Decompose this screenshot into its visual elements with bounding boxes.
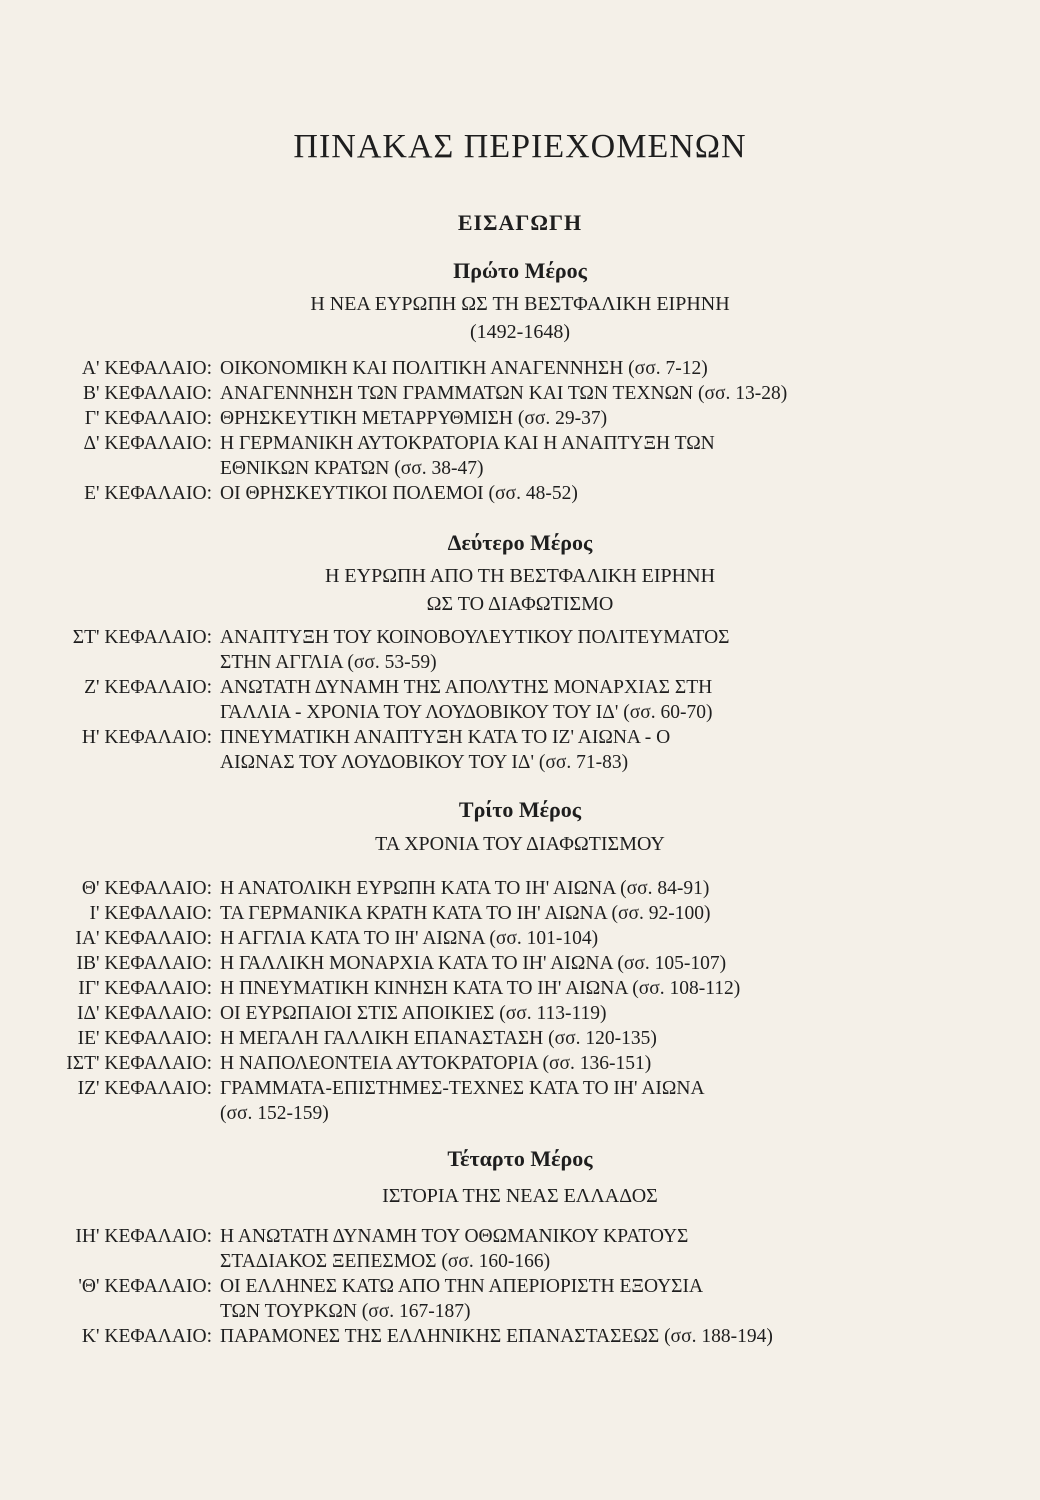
chapter-title	[220, 1224, 840, 1274]
part-2-subtitle-line: Η ΕΥΡΩΠΗ ΑΠΟ ΤΗ ΒΕΣΤΦΑΛΙΚΗ ΕΙΡΗΝΗ	[324, 565, 716, 587]
chapter-entry[interactable]	[0, 951, 1040, 976]
part-3-chapter-list	[0, 876, 1040, 1126]
chapter-label: ΙΓ' ΚΕΦΑΛΑΙΟ:	[78, 978, 212, 999]
chapter-entry[interactable]	[0, 901, 1040, 926]
part-1-subtitle-line: Η ΝΕΑ ΕΥΡΩΠΗ ΩΣ ΤΗ ΒΕΣΤΦΑΛΙΚΗ ΕΙΡΗΝΗ	[310, 293, 730, 315]
chapter-title-line: ΟΙ ΕΛΛΗΝΕΣ ΚΑΤΩ ΑΠΟ ΤΗΝ ΑΠΕΡΙΟΡΙΣΤΗ ΕΞΟΥΣΙΑ	[220, 1276, 704, 1297]
chapter-title-line: Η ΝΑΠΟΛΕΟΝΤΕΙΑ ΑΥΤΟΚΡΑΤΟΡΙΑ (σσ. 136-151)	[220, 1053, 652, 1074]
chapter-title	[220, 951, 840, 976]
chapter-title	[220, 725, 840, 775]
part-1-heading: Πρώτο Μέρος	[453, 258, 587, 283]
part-4-subtitle-line: ΙΣΤΟΡΙΑ ΤΗΣ ΝΕΑΣ ΕΛΛΑΔΟΣ	[382, 1185, 658, 1207]
part-3-heading: Τρίτο Μέρος	[458, 797, 582, 822]
chapter-label: ΙΔ' ΚΕΦΑΛΑΙΟ:	[76, 1003, 212, 1024]
chapter-title-line: ΑΝΑΠΤΥΞΗ ΤΟΥ ΚΟΙΝΟΒΟΥΛΕΥΤΙΚΟΥ ΠΟΛΙΤΕΥΜΑΤΟΣ	[220, 627, 730, 648]
chapter-label: Η' ΚΕΦΑΛΑΙΟ:	[81, 727, 212, 748]
part-4-subtitle	[0, 1182, 1040, 1210]
chapter-title-line: ΟΙ ΕΥΡΩΠΑΙΟΙ ΣΤΙΣ ΑΠΟΙΚΙΕΣ (σσ. 113-119)	[220, 1003, 607, 1024]
chapter-label: ΙΒ' ΚΕΦΑΛΑΙΟ:	[76, 953, 212, 974]
chapter-label: Ε' ΚΕΦΑΛΑΙΟ:	[84, 483, 212, 504]
chapter-title-line: ΑΝΩΤΑΤΗ ΔΥΝΑΜΗ ΤΗΣ ΑΠΟΛΥΤΗΣ ΜΟΝΑΡΧΙΑΣ ΣΤΗ	[220, 677, 713, 698]
part-1-subtitle-line: (1492-1648)	[470, 321, 570, 343]
chapter-title	[220, 876, 840, 901]
chapter-label: Α' ΚΕΦΑΛΑΙΟ:	[81, 358, 212, 379]
chapter-entry[interactable]	[0, 381, 1040, 406]
part-2-heading: Δεύτερο Μέρος	[447, 530, 593, 555]
part-4-heading: Τέταρτο Μέρος	[447, 1146, 593, 1171]
chapter-title-line: Η ΑΝΩΤΑΤΗ ΔΥΝΑΜΗ ΤΟΥ ΟΘΩΜΑΝΙΚΟΥ ΚΡΑΤΟΥΣ	[220, 1226, 689, 1247]
chapter-title-line: ΤΑ ΓΕΡΜΑΝΙΚΑ ΚΡΑΤΗ ΚΑΤΑ ΤΟ ΙΗ' ΑΙΩΝΑ (σσ. 92-100)	[220, 903, 711, 924]
chapter-title	[220, 406, 840, 431]
part-3-subtitle-line: ΤΑ ΧΡΟΝΙΑ ΤΟΥ ΔΙΑΦΩΤΙΣΜΟΥ	[375, 833, 665, 855]
chapter-title-line: Η ΑΝΑΤΟΛΙΚΗ ΕΥΡΩΠΗ ΚΑΤΑ ΤΟ ΙΗ' ΑΙΩΝΑ (σσ. 84-91)	[220, 878, 710, 899]
chapter-title-line: ΣΤΗΝ ΑΓΓΛΙΑ (σσ. 53-59)	[220, 652, 437, 673]
part-2-chapter-list	[0, 625, 1040, 775]
chapter-entry[interactable]	[0, 976, 1040, 1001]
chapter-entry[interactable]	[0, 406, 1040, 431]
chapter-entry[interactable]	[0, 1274, 1040, 1324]
part-2-subtitle-line: ΩΣ ΤΟ ΔΙΑΦΩΤΙΣΜΟ	[426, 593, 614, 615]
chapter-title	[220, 976, 840, 1001]
chapter-title	[220, 625, 840, 675]
chapter-label: Β' ΚΕΦΑΛΑΙΟ:	[82, 383, 212, 404]
chapter-title	[220, 1274, 840, 1324]
chapter-entry[interactable]	[0, 725, 1040, 775]
chapter-label: Γ' ΚΕΦΑΛΑΙΟ:	[84, 408, 212, 429]
page-title: ΠΙΝΑΚΑΣ ΠΕΡΙΕΧΟΜΕΝΩΝ	[293, 128, 747, 165]
chapter-title-line: ΠΑΡΑΜΟΝΕΣ ΤΗΣ ΕΛΛΗΝΙΚΗΣ ΕΠΑΝΑΣΤΑΣΕΩΣ (σσ. 188-194)	[220, 1326, 773, 1347]
chapter-entry[interactable]	[0, 431, 1040, 481]
chapter-title	[220, 1001, 840, 1026]
part-2-subtitle	[0, 562, 1040, 618]
chapter-title-line: Η ΜΕΓΑΛΗ ΓΑΛΛΙΚΗ ΕΠΑΝΑΣΤΑΣΗ (σσ. 120-135)	[220, 1028, 657, 1049]
chapter-entry[interactable]	[0, 1001, 1040, 1026]
chapter-title	[220, 1026, 840, 1051]
chapter-title	[220, 675, 840, 725]
chapter-label: Δ' ΚΕΦΑΛΑΙΟ:	[83, 433, 212, 454]
chapter-title-line: ΟΙΚΟΝΟΜΙΚΗ ΚΑΙ ΠΟΛΙΤΙΚΗ ΑΝΑΓΕΝΝΗΣΗ (σσ. 7-12)	[220, 358, 708, 379]
chapter-label: Ζ' ΚΕΦΑΛΑΙΟ:	[84, 677, 212, 698]
chapter-label: 'Θ' ΚΕΦΑΛΑΙΟ:	[78, 1276, 212, 1297]
chapter-entry[interactable]	[0, 1324, 1040, 1349]
chapter-label: Θ' ΚΕΦΑΛΑΙΟ:	[81, 878, 212, 899]
chapter-label: ΙΑ' ΚΕΦΑΛΑΙΟ:	[75, 928, 212, 949]
part-1-chapter-list	[0, 356, 1040, 506]
part-3-subtitle	[0, 830, 1040, 858]
chapter-title	[220, 1324, 840, 1349]
chapter-title	[220, 381, 840, 406]
chapter-entry[interactable]	[0, 876, 1040, 901]
part-1-subtitle	[0, 290, 1040, 346]
chapter-title	[220, 431, 840, 481]
chapter-title	[220, 1051, 840, 1076]
chapter-title	[220, 1076, 840, 1126]
chapter-title-line: ΓΑΛΛΙΑ - ΧΡΟΝΙΑ ΤΟΥ ΛΟΥΔΟΒΙΚΟΥ ΤΟΥ ΙΔ' (σσ. 60-70)	[220, 702, 713, 723]
chapter-label: ΙΖ' ΚΕΦΑΛΑΙΟ:	[77, 1078, 212, 1099]
chapter-label: ΙΣΤ' ΚΕΦΑΛΑΙΟ:	[66, 1053, 212, 1074]
chapter-title-line: ΘΡΗΣΚΕΥΤΙΚΗ ΜΕΤΑΡΡΥΘΜΙΣΗ (σσ. 29-37)	[220, 408, 608, 429]
chapter-title-line: ΑΝΑΓΕΝΝΗΣΗ ΤΩΝ ΓΡΑΜΜΑΤΩΝ ΚΑΙ ΤΩΝ ΤΕΧΝΩΝ (σσ. 13-28)	[220, 383, 788, 404]
chapter-entry[interactable]	[0, 1076, 1040, 1126]
chapter-title	[220, 356, 840, 381]
chapter-entry[interactable]	[0, 1026, 1040, 1051]
chapter-entry[interactable]	[0, 1051, 1040, 1076]
chapter-title-line: ΠΝΕΥΜΑΤΙΚΗ ΑΝΑΠΤΥΞΗ ΚΑΤΑ ΤΟ ΙΖ' ΑΙΩΝΑ - Ο	[220, 727, 671, 748]
chapter-title-line: ΟΙ ΘΡΗΣΚΕΥΤΙΚΟΙ ΠΟΛΕΜΟΙ (σσ. 48-52)	[220, 483, 578, 504]
chapter-title-line: ΑΙΩΝΑΣ ΤΟΥ ΛΟΥΔΟΒΙΚΟΥ ΤΟΥ ΙΔ' (σσ. 71-83)	[220, 752, 629, 773]
chapter-title-line: (σσ. 152-159)	[220, 1103, 329, 1124]
chapter-label: Ι' ΚΕΦΑΛΑΙΟ:	[89, 903, 212, 924]
chapter-entry[interactable]	[0, 675, 1040, 725]
chapter-label: ΣΤ' ΚΕΦΑΛΑΙΟ:	[72, 627, 212, 648]
chapter-entry[interactable]	[0, 1224, 1040, 1274]
chapter-label: ΙΗ' ΚΕΦΑΛΑΙΟ:	[75, 1226, 212, 1247]
chapter-title	[220, 481, 840, 506]
chapter-title-line: ΣΤΑΔΙΑΚΟΣ ΞΕΠΕΣΜΟΣ (σσ. 160-166)	[220, 1251, 551, 1272]
part-4-chapter-list	[0, 1224, 1040, 1349]
chapter-title-line: Η ΠΝΕΥΜΑΤΙΚΗ ΚΙΝΗΣΗ ΚΑΤΑ ΤΟ ΙΗ' ΑΙΩΝΑ (σσ. 108-112)	[220, 978, 741, 999]
chapter-title-line: ΤΩΝ ΤΟΥΡΚΩΝ (σσ. 167-187)	[220, 1301, 471, 1322]
chapter-label: Κ' ΚΕΦΑΛΑΙΟ:	[81, 1326, 212, 1347]
chapter-title	[220, 901, 840, 926]
intro-heading[interactable]: ΕΙΣΑΓΩΓΗ	[457, 210, 583, 235]
chapter-title-line: Η ΓΕΡΜΑΝΙΚΗ ΑΥΤΟΚΡΑΤΟΡΙΑ ΚΑΙ Η ΑΝΑΠΤΥΞΗ ΤΩΝ	[220, 433, 715, 454]
chapter-entry[interactable]	[0, 481, 1040, 506]
chapter-title-line: Η ΑΓΓΛΙΑ ΚΑΤΑ ΤΟ ΙΗ' ΑΙΩΝΑ (σσ. 101-104)	[220, 928, 599, 949]
chapter-title-line: ΕΘΝΙΚΩΝ ΚΡΑΤΩΝ (σσ. 38-47)	[220, 458, 484, 479]
chapter-entry[interactable]	[0, 926, 1040, 951]
chapter-label: ΙΕ' ΚΕΦΑΛΑΙΟ:	[77, 1028, 212, 1049]
chapter-entry[interactable]	[0, 625, 1040, 675]
chapter-title-line: ΓΡΑΜΜΑΤΑ-ΕΠΙΣΤΗΜΕΣ-ΤΕΧΝΕΣ ΚΑΤΑ ΤΟ ΙΗ' ΑΙΩΝΑ	[220, 1078, 705, 1099]
chapter-title-line: Η ΓΑΛΛΙΚΗ ΜΟΝΑΡΧΙΑ ΚΑΤΑ ΤΟ ΙΗ' ΑΙΩΝΑ (σσ. 105-107)	[220, 953, 727, 974]
chapter-title	[220, 926, 840, 951]
chapter-entry[interactable]	[0, 356, 1040, 381]
